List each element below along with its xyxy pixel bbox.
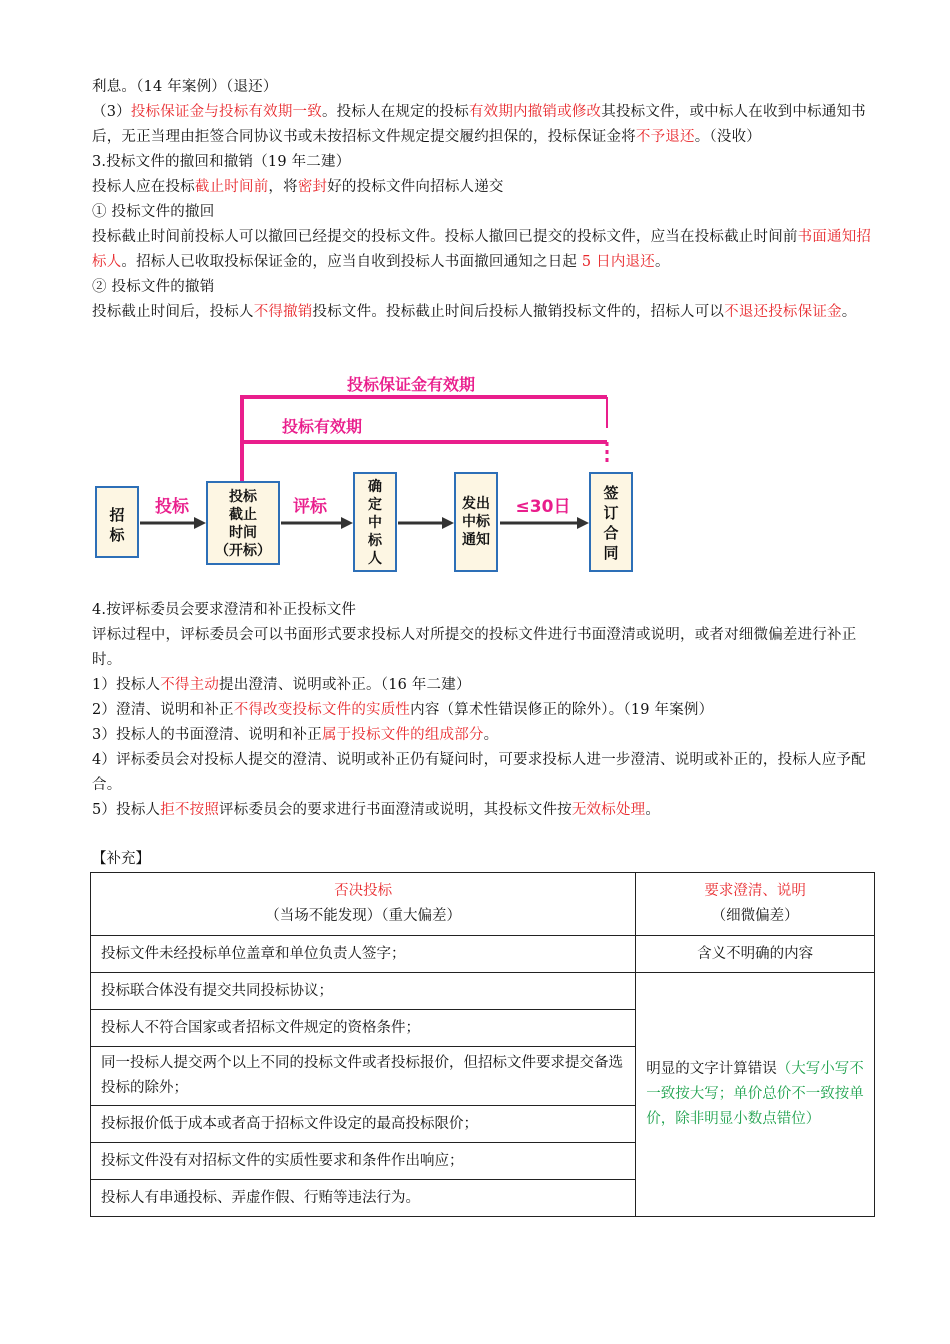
box-zhaobiao-line: 招 xyxy=(109,506,125,524)
box-queding-line: 标 xyxy=(368,533,382,549)
table-header-row xyxy=(91,873,875,936)
table-cell: 含义不明确的内容 xyxy=(636,936,875,973)
subsection-title: ① 投标文件的撤回 xyxy=(92,204,215,220)
arrow-label: 投标 xyxy=(155,497,189,517)
box-queding-line: 中 xyxy=(368,515,382,531)
subsection-title: ② 投标文件的撤销 xyxy=(92,279,215,295)
arrow-label: ≤30日 xyxy=(515,497,571,517)
table-cell: 投标报价低于成本或者高于招标文件设定的最高投标限价； xyxy=(91,1106,636,1143)
box-jiezhi-line: 投标 xyxy=(229,489,257,505)
paragraph-intro: 评标过程中，评标委员会可以书面形式要求投标人对所提交的投标文件进行书面澄清或说明，或者对细微偏差进行补正时。 xyxy=(92,627,857,668)
deposit-period-label: 投标保证金有效期 xyxy=(347,375,476,394)
table-cell: 投标文件未经投标单位盖章和单位负责人签字； xyxy=(91,936,636,973)
section-top xyxy=(92,75,882,325)
box-queding-line: 人 xyxy=(368,551,382,567)
section-title: 4.按评标委员会要求澄清和补正投标文件 xyxy=(92,602,357,618)
arrow-head xyxy=(577,517,589,529)
arrow-head xyxy=(442,517,454,529)
table-cell: 投标人有串通投标、弄虚作假、行贿等违法行为。 xyxy=(91,1180,636,1217)
box-fachu-line: 中标 xyxy=(462,514,490,530)
supplement-table xyxy=(90,872,875,1217)
box-fachu-line: 发出 xyxy=(462,496,490,512)
list-item: 4）评标委员会对投标人提交的澄清、说明或补正仍有疑问时，可要求投标人进一步澄清、说明或补正的，投标人应予配合。 xyxy=(92,752,866,793)
list-item: 3）投标人的书面澄清、说明和补正属于投标文件的组成部分。 xyxy=(92,727,499,743)
table-row xyxy=(91,936,875,973)
box-qianding-line: 同 xyxy=(603,544,619,562)
supplement-title: 【补充】 xyxy=(92,851,150,867)
box-jiezhi-line: （开标） xyxy=(215,543,271,559)
box-queding-line: 确 xyxy=(368,479,382,495)
box-jiezhi-line: 截止 xyxy=(229,507,257,523)
table-row xyxy=(91,973,875,1010)
box-qianding-line: 签 xyxy=(603,484,619,502)
bid-period-label: 投标有效期 xyxy=(282,417,363,436)
arrow-label: 评标 xyxy=(293,497,327,517)
section-title: 3.投标文件的撤回和撤销（19 年二建） xyxy=(92,154,351,170)
box-queding-line: 定 xyxy=(368,497,382,513)
header-clarify: 要求澄清、说明 （细微偏差） xyxy=(636,873,875,936)
box-qianding-line: 订 xyxy=(603,504,619,522)
paragraph-submit: 投标人应在投标截止时间前，将密封好的投标文件向招标人递交 xyxy=(92,179,504,195)
box-zhaobiao-line: 标 xyxy=(109,526,125,544)
table-cell: 同一投标人提交两个以上不同的投标文件或者投标报价，但招标文件要求提交备选投标的除外； xyxy=(91,1047,636,1106)
table-cell: 投标人不符合国家或者招标文件规定的资格条件； xyxy=(91,1010,636,1047)
box-jiezhi-line: 时间 xyxy=(229,525,257,541)
list-item: 5）投标人拒不按照评标委员会的要求进行书面澄清或说明，其投标文件按无效标处理。 xyxy=(92,802,661,818)
paragraph-revoke: 投标截止时间后，投标人不得撤销投标文件。投标截止时间后投标人撤销投标文件的，招标人可以不退还投标保证金。 xyxy=(92,304,857,320)
text-line: 利息。（14 年案例）（退还） xyxy=(92,79,278,95)
arrow-head xyxy=(194,517,206,529)
list-item: 2）澄清、说明和补正不得改变投标文件的实质性内容（算术性错误修正的除外）。（19 年案例） xyxy=(92,702,714,718)
bid-timeline-diagram xyxy=(92,370,652,585)
box-qianding-line: 合 xyxy=(603,524,619,542)
box-fachu-line: 通知 xyxy=(462,532,490,548)
header-reject: 否决投标 （当场不能发现）（重大偏差） xyxy=(91,873,636,936)
section-clarification xyxy=(92,598,882,823)
table-cell: 投标联合体没有提交共同投标协议； xyxy=(91,973,636,1010)
list-item: 1）投标人不得主动提出澄清、说明或补正。（16 年二建） xyxy=(92,677,471,693)
table-cell: 投标文件没有对招标文件的实质性要求和条件作出响应； xyxy=(91,1143,636,1180)
arrow-head xyxy=(341,517,353,529)
paragraph-withdraw: 投标截止时间前投标人可以撤回已经提交的投标文件。投标人撤回已提交的投标文件，应当在投标截止时间前书面通知招标人。招标人已收取投标保证金的，应当自收到投标人书面撤回通知之日起 5 日内退还。 xyxy=(92,229,872,270)
paragraph-deposit-validity: （3）投标保证金与投标有效期一致。投标人在规定的投标有效期内撤销或修改其投标文件，或中标人在收到中标通知书后，无正当理由拒签合同协议书或未按招标文件规定提交履约担保的，投标保证金将不予退还。（没收） xyxy=(92,104,866,145)
table-cell-arithmetic-error: 明显的文字计算错误（大写小写不一致按大写；单价总价不一致按单价，除非明显小数点错位） xyxy=(636,973,875,1217)
